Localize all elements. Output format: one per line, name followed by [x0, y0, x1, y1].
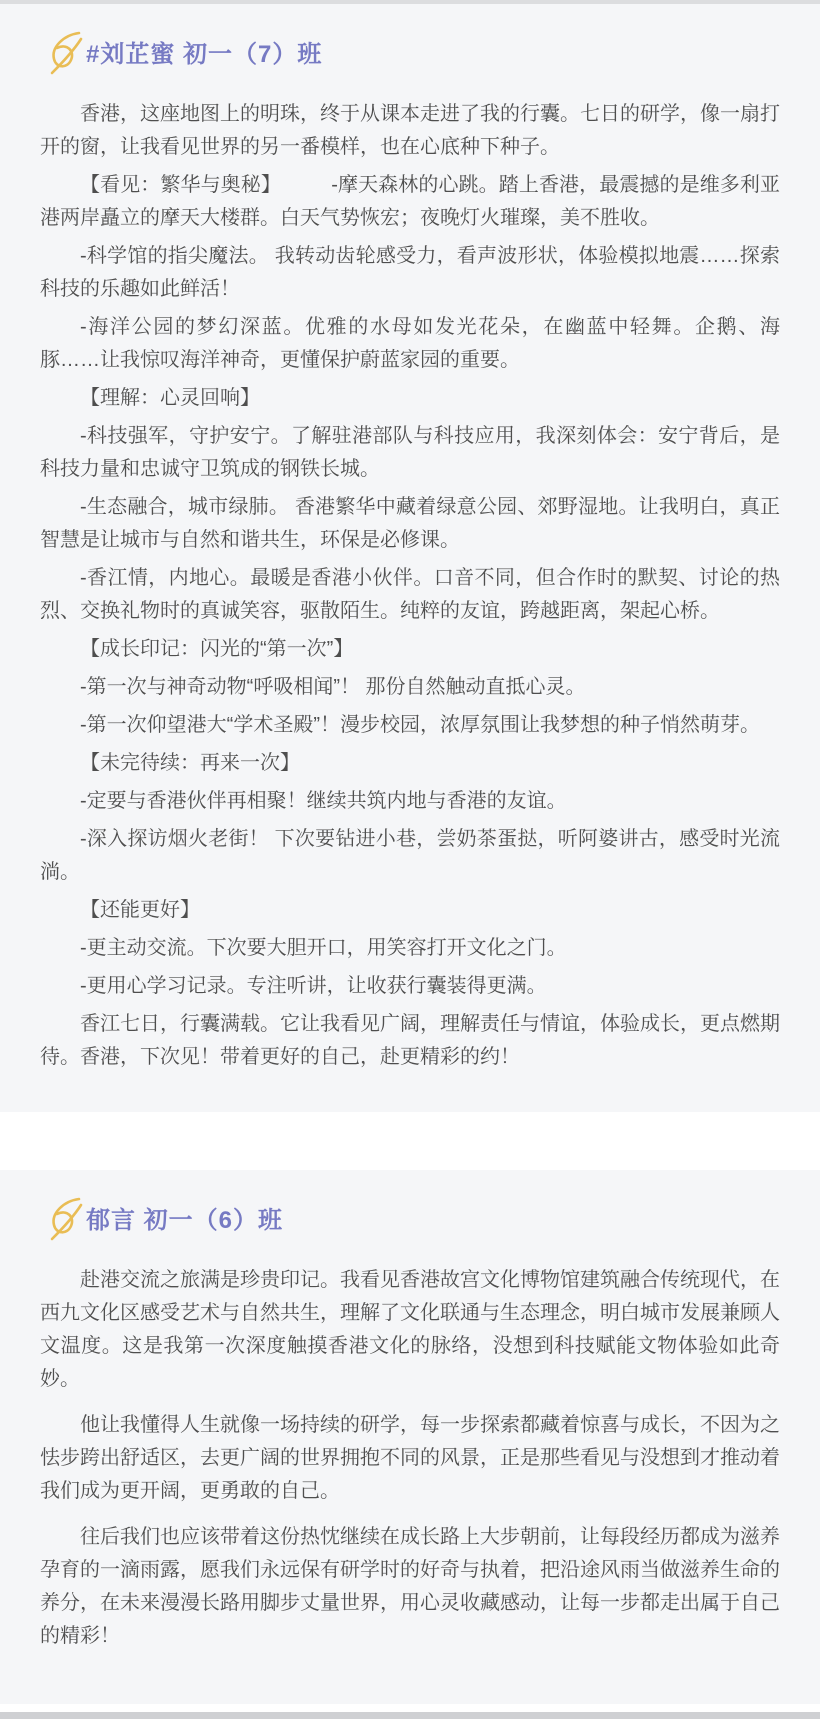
essay-body	[40, 98, 780, 1074]
essay-paragraph: -定要与香港伙伴再相聚！继续共筑内地与香港的友谊。	[80, 790, 567, 812]
essay-paragraph: -生态融合，城市绿肺。 香港繁华中藏着绿意公园、郊野湿地。让我明白，真正智慧是让城市与自然和谐共生，环保是必修课。	[40, 496, 780, 551]
essay-header	[86, 1204, 780, 1238]
essay-paragraph: -第一次与神奇动物“呼吸相闻”！ 那份自然触动直抵心灵。	[80, 676, 586, 698]
essay-paragraph: -香江情，内地心。最暖是香港小伙伴。口音不同，但合作时的默契、讨论的热烈、交换礼物时的真诚笑容，驱散陌生。纯粹的友谊，跨越距离，架起心桥。	[40, 567, 780, 622]
essay-paragraph: -海洋公园的梦幻深蓝。优雅的水母如发光花朵，在幽蓝中轻舞。企鹅、海豚……让我惊叹海洋神奇，更懂保护蔚蓝家园的重要。	[40, 316, 780, 371]
essay-paragraph: 【未完待续：再来一次】	[80, 752, 300, 774]
essay-paragraph: -第一次仰望港大“学术圣殿”！漫步校园，浓厚氛围让我梦想的种子悄然萌芽。	[80, 714, 760, 736]
essay-paragraph: 香港，这座地图上的明珠，终于从课本走进了我的行囊。七日的研学，像一扇打开的窗，让我看见世界的另一番模样，也在心底种下种子。	[40, 103, 780, 158]
essay-paragraph: 【成长印记：闪光的“第一次”】	[80, 638, 354, 660]
essay-paragraph: 他让我懂得人生就像一场持续的研学，每一步探索都藏着惊喜与成长，不因为之怯步跨出舒适区，去更广阔的世界拥抱不同的风景，正是那些看见与没想到才推动着我们成为更开阔，更勇敢的自己。	[40, 1414, 780, 1502]
essay-paragraph: 【理解：心灵回响】	[80, 387, 260, 409]
essay-paragraph: 往后我们也应该带着这份热忱继续在成长路上大步朝前，让每段经历都成为滋养孕育的一滴雨露，愿我们永远保有研学时的好奇与执着，把沿途风雨当做滋养生命的养分，在未来漫漫长路用脚步丈量世界，用心灵收藏感动，让每一步都走出属于自己的精彩！	[40, 1526, 780, 1647]
essay-title: #刘芷蜜 初一（7）班	[86, 41, 323, 68]
essay-paragraph: 香江七日，行囊满载。它让我看见广阔，理解责任与情谊，体验成长，更点燃期待。香港，下次见！带着更好的自己，赴更精彩的约！	[40, 1013, 780, 1068]
essay-paragraph: -更用心学习记录。专注听讲，让收获行囊装得更满。	[80, 975, 547, 997]
gold-swirl-icon	[48, 1196, 86, 1242]
essay-paragraph: -科技强军，守护安宁。了解驻港部队与科技应用，我深刻体会：安宁背后，是科技力量和忠诚守卫筑成的钢铁长城。	[40, 425, 780, 480]
gold-swirl-icon	[48, 30, 86, 76]
essay-card-liu-zhimi	[0, 4, 820, 1112]
bottom-edge-bar	[0, 1712, 820, 1719]
essay-header	[86, 38, 780, 72]
essay-paragraph: -更主动交流。下次要大胆开口，用笑容打开文化之门。	[80, 937, 567, 959]
essay-paragraph: -科学馆的指尖魔法。 我转动齿轮感受力，看声波形状，体验模拟地震……探索科技的乐趣如此鲜活！	[40, 245, 780, 300]
essay-paragraph: 【还能更好】	[80, 899, 200, 921]
essay-card-yu-yan	[0, 1170, 820, 1704]
essay-title: 郁言 初一（6）班	[86, 1207, 284, 1234]
essay-paragraph: 【看见：繁华与奥秘】 -摩天森林的心跳。踏上香港，最震撼的是维多利亚港两岸矗立的摩天大楼群。白天气势恢宏；夜晚灯火璀璨，美不胜收。	[40, 174, 780, 229]
essay-body	[40, 1264, 780, 1653]
card-separator	[0, 1112, 820, 1170]
essay-paragraph: 赴港交流之旅满是珍贵印记。我看见香港故宫文化博物馆建筑融合传统现代，在西九文化区感受艺术与自然共生，理解了文化联通与生态理念，明白城市发展兼顾人文温度。这是我第一次深度触摸香港文化的脉络，没想到科技赋能文物体验如此奇妙。	[40, 1269, 780, 1390]
essay-paragraph: -深入探访烟火老街！ 下次要钻进小巷，尝奶茶蛋挞，听阿婆讲古，感受时光流淌。	[40, 828, 780, 883]
